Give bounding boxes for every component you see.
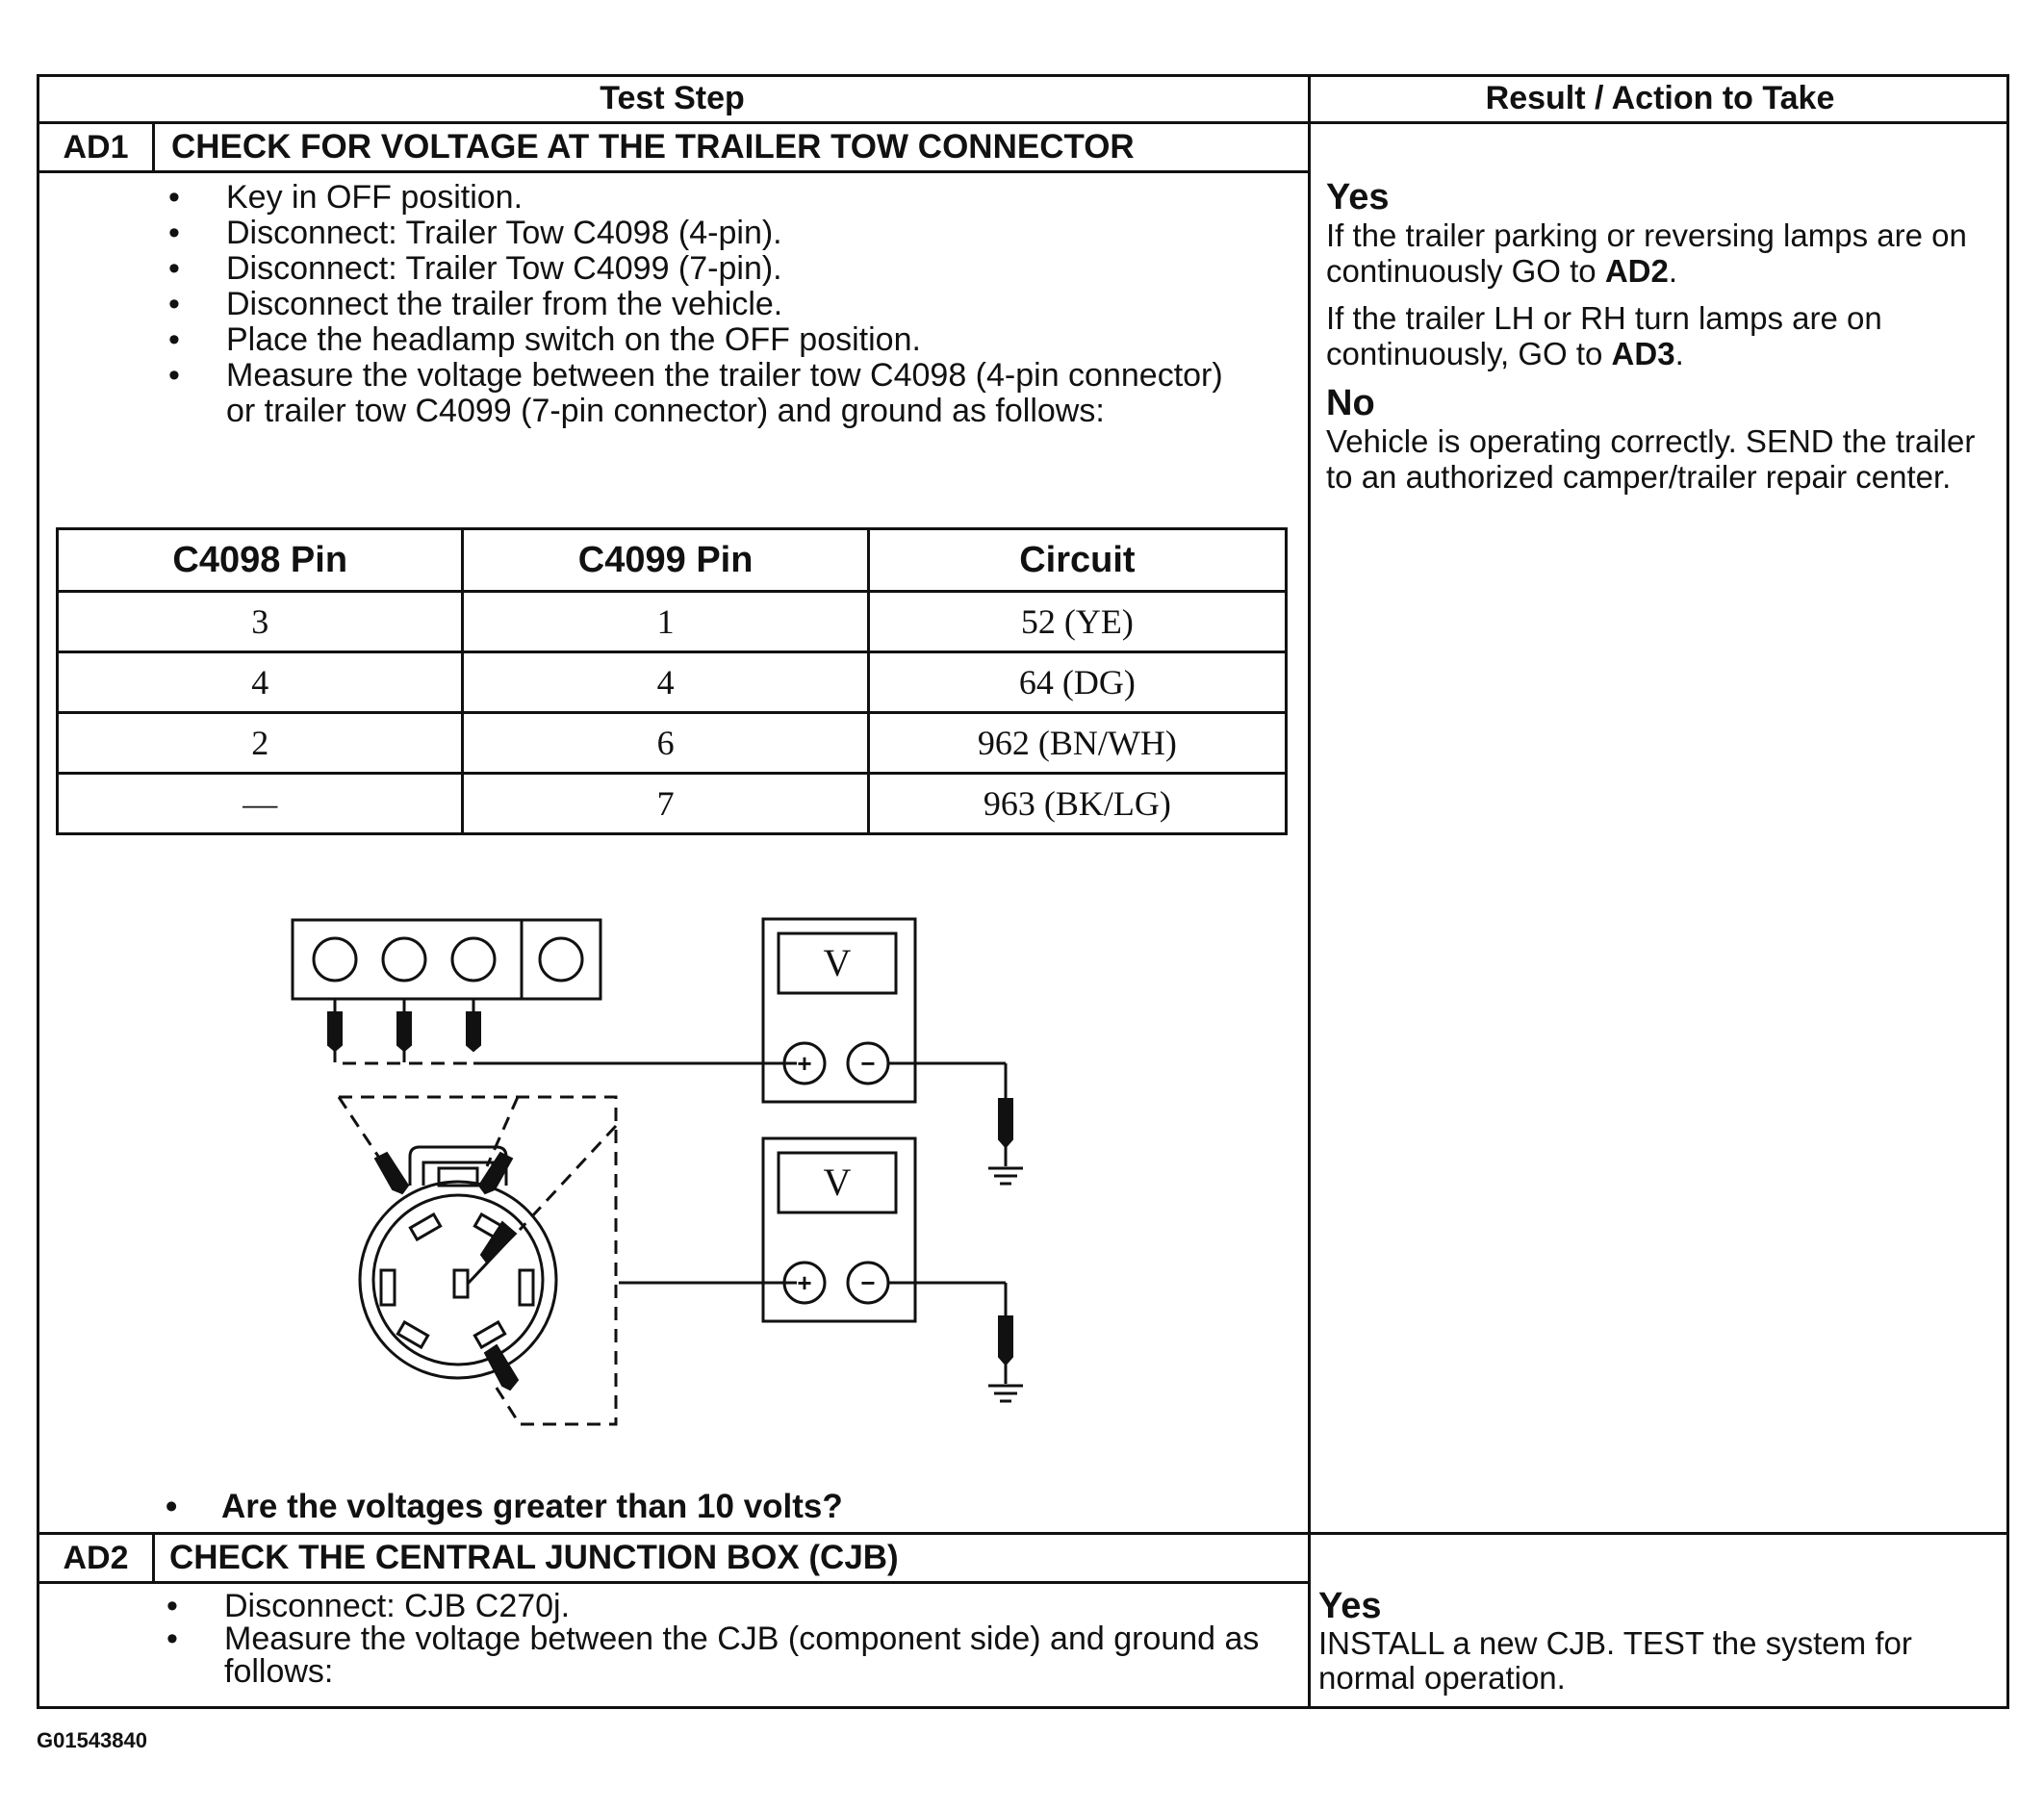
ad2-instructions	[166, 1590, 1264, 1688]
ad1-no-label: No	[1326, 383, 1375, 423]
step-title-ad2: CHECK THE CENTRAL JUNCTION BOX (CJB)	[169, 1539, 899, 1576]
ad1-instructions	[168, 180, 1256, 429]
list-item: • Disconnect: Trailer Tow C4099 (7-pin).	[168, 251, 1256, 287]
meter-2-negative-terminal: −	[860, 1268, 876, 1297]
voltmeter-2-label: V	[823, 1161, 852, 1204]
table-cell: 4	[58, 652, 463, 713]
ad1-result	[1326, 177, 2005, 506]
ad1-question-text: Are the voltages greater than 10 volts?	[221, 1488, 843, 1525]
table-cell: 7	[463, 774, 868, 834]
step-id-ad2: AD2	[63, 1540, 129, 1576]
c4098-connector-icon	[293, 920, 600, 999]
ad1-yes-action-2	[1326, 300, 2005, 371]
header-test-step: Test Step	[600, 80, 745, 116]
list-item: • Disconnect: CJB C270j.	[166, 1590, 1264, 1622]
ad2-id-divider	[152, 1532, 155, 1584]
table-cell: 4	[463, 652, 868, 713]
ad1-yes-action-1	[1326, 217, 2005, 289]
ad1-id-divider	[152, 121, 155, 173]
table-row	[58, 592, 1287, 652]
table-cell: —	[58, 774, 463, 834]
step-title-ad1: CHECK FOR VOLTAGE AT THE TRAILER TOW CONNECTOR	[171, 128, 1135, 166]
col-circuit: Circuit	[868, 529, 1286, 592]
list-item: • Measure the voltage between the trailer tow C4098 (4-pin connector) or trailer tow C4099 (7-pin connector) and ground as follows:	[168, 358, 1256, 429]
ad1-yes-label: Yes	[1326, 177, 1390, 217]
ad2-yes-label: Yes	[1318, 1586, 1382, 1626]
ad1-title-divider	[37, 170, 1311, 173]
ad1-question	[154, 1488, 843, 1526]
ad2-yes-action: INSTALL a new CJB. TEST the system for normal operation.	[1318, 1625, 1912, 1696]
list-item: • Disconnect the trailer from the vehicle.	[168, 287, 1256, 322]
ad1-goto-ad2: AD2	[1604, 253, 1669, 289]
table-cell: 2	[58, 713, 463, 774]
ad2-title-divider	[37, 1581, 1311, 1584]
list-item: • Key in OFF position.	[168, 180, 1256, 216]
table-cell: 3	[58, 592, 463, 652]
col-c4098-pin: C4098 Pin	[58, 529, 463, 592]
table-cell: 6	[463, 713, 868, 774]
list-item: • Place the headlamp switch on the OFF position.	[168, 322, 1256, 358]
ad1-yes-text-1: If the trailer parking or reversing lamps are on continuously GO to	[1326, 217, 1967, 289]
step-id-ad1: AD1	[63, 129, 129, 166]
list-item: • Measure the voltage between the CJB (component side) and ground as follows:	[166, 1622, 1264, 1688]
table-header-row	[58, 529, 1287, 592]
meter-2-positive-terminal: +	[797, 1268, 812, 1297]
voltmeter-1-label: V	[823, 941, 852, 984]
ad1-yes-text-2-end: .	[1674, 336, 1684, 371]
meter-1-negative-terminal: −	[860, 1049, 876, 1078]
table-row	[58, 774, 1287, 834]
figure-id: G01543840	[37, 1728, 147, 1752]
table-cell: 64 (DG)	[868, 652, 1286, 713]
ad1-goto-ad3: AD3	[1611, 336, 1675, 371]
list-item: • Disconnect: Trailer Tow C4098 (4-pin).	[168, 216, 1256, 251]
voltage-test-diagram	[279, 905, 1049, 1443]
pin-circuit-table	[56, 527, 1288, 835]
header-result-action: Result / Action to Take	[1485, 80, 1835, 116]
table-cell: 962 (BN/WH)	[868, 713, 1286, 774]
ad1-yes-text-1-end: .	[1668, 253, 1678, 289]
ad2-result	[1318, 1586, 2002, 1707]
ad1-yes-text-2: If the trailer LH or RH turn lamps are on continuously, GO to	[1326, 300, 1882, 371]
table-row	[58, 652, 1287, 713]
ad1-no-action: Vehicle is operating correctly. SEND the trailer to an authorized camper/trailer repair center.	[1326, 423, 1976, 495]
table-row	[58, 713, 1287, 774]
column-divider	[1308, 74, 1311, 1709]
col-c4099-pin: C4099 Pin	[463, 529, 868, 592]
meter-1-positive-terminal: +	[797, 1049, 812, 1078]
table-cell: 1	[463, 592, 868, 652]
table-cell: 52 (YE)	[868, 592, 1286, 652]
table-cell: 963 (BK/LG)	[868, 774, 1286, 834]
